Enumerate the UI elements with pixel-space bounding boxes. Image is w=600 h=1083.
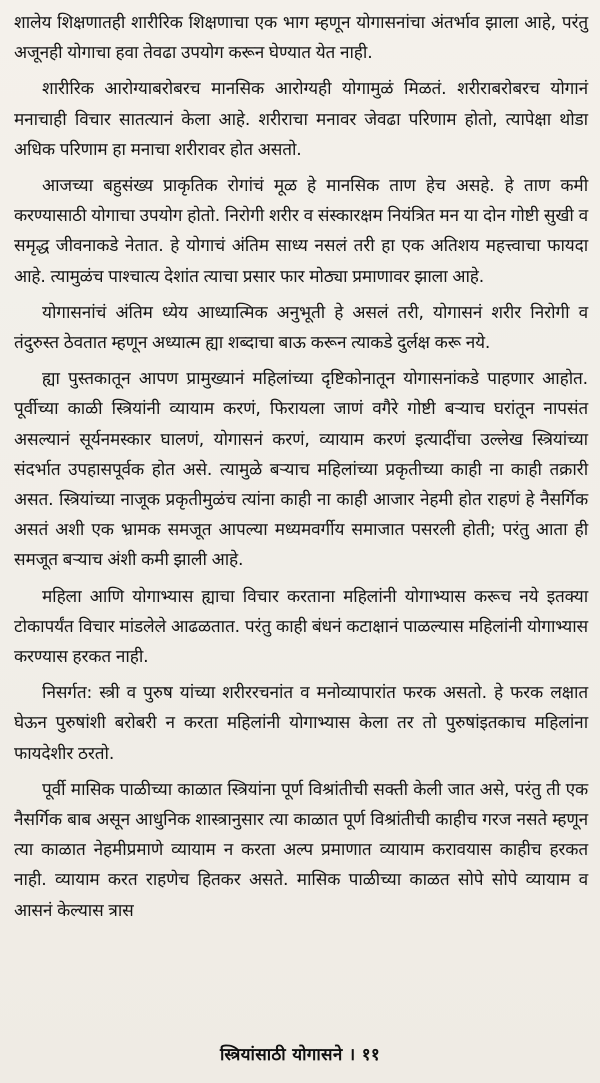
paragraph-8: पूर्वी मासिक पाळीच्या काळात स्त्रियांना पूर्ण विश्रांतीची सक्ती केली जात असे, परंतु ती एक नैसर्गिक बाब असून आधुनिक शास्त्रानुसार त्या काळात पूर्ण विश्रांतीची काहीच गरज नसते म्हणून त्या काळात नेहमीप्रमाणे व्यायाम न करता अल्प प्रमाणात व्यायाम करावयास काहीच हरकत नाही. व्यायाम करत राहणेच हितकर असते. मासिक पाळीच्या काळत सोपे सोपे व्यायाम व आसनं केल्यास त्रास bbox=[14, 779, 588, 921]
paragraph-2: शारीरिक आरोग्याबरोबरच मानसिक आरोग्यही योगामुळं मिळतं. शरीराबरोबरच योगानं मनाचाही विचार सातत्यानं केला आहे. शरीराचा मनावर जेवढा परिणाम होतो, त्यापेक्षा थोडा अधिक परिणाम हा मनाचा शरीरावर होत असतो. bbox=[14, 79, 588, 160]
page-footer: स्त्रियांसाठी योगासने । ११ bbox=[219, 1045, 381, 1065]
paragraph-7: निसर्गत: स्त्री व पुरुष यांच्या शरीररचनांत व मनोव्यापारांत फरक असतो. हे फरक लक्षात घेऊन पुरुषांशी बरोबरी न करता महिलांनी योगाभ्यास केला तर तो पुरुषांइतकाच महिलांना फायदेशीर ठरतो. bbox=[14, 683, 588, 764]
paragraph-3: आजच्या बहुसंख्य प्राकृतिक रोगांचं मूळ हे मानसिक ताण हेच असहे. हे ताण कमी करण्यासाठी योगाचा उपयोग होतो. निरोगी शरीर व संस्कारक्षम नियंत्रित मन या दोन गोष्टी सुखी व समृद्ध जीवनाकडे नेतात. हे योगाचं अंतिम साध्य नसलं तरी हा एक अतिशय महत्त्वाचा फायदा आहे. त्यामुळंच पाश्चात्य देशांत त्याचा प्रसार फार मोठ्या प्रमाणावर झाला आहे. bbox=[14, 176, 588, 287]
paragraph-1: शालेय शिक्षणातही शारीरिक शिक्षणाचा एक भाग म्हणून योगासनांचा अंतर्भाव झाला आहे, परंतु अजूनही योगाचा हवा तेवढा उपयोग करून घेण्यात येत नाही. bbox=[14, 13, 588, 64]
paragraph-6: महिला आणि योगाभ्यास ह्याचा विचार करताना महिलांनी योगाभ्यास करूच नये इतक्या टोकापर्यंत विचार मांडलेले आढळतात. परंतु काही बंधनं कटाक्षानं पाळल्यास महिलांनी योगाभ्यास करण्यास हरकत नाही. bbox=[14, 586, 588, 668]
page-body-text bbox=[14, 8, 588, 926]
paragraph-4: योगासनांचं अंतिम ध्येय आध्यात्मिक अनुभूती हे असलं तरी, योगासनं शरीर निरोगी व तंदुरुस्त ठेवतात म्हणून अध्यात्म ह्या शब्दाचा बाऊ करून त्याकडे दुर्लक्ष करू नये. bbox=[14, 302, 588, 354]
paragraph-5: ह्या पुस्तकातून आपण प्रामुख्यानं महिलांच्या दृष्टिकोनातून योगासनांकडे पाहणार आहोत. पूर्वीच्या काळी स्त्रियांनी व्यायाम करणं, फिरायला जाणं वगैरे गोष्टी बऱ्याच घरांतून नापसंत असल्यानं सूर्यनमस्कार घालणं, योगासनं करणं, व्यायाम करणं इत्यादींचा उल्लेख स्त्रियांच्या संदर्भात उपहासपूर्वक होत असे. त्यामुळे बऱ्याच महिलांच्या प्रकृतीच्या काही ना काही तक्रारी असत. स्त्रियांच्या नाजूक प्रकृतीमुळंच त्यांना काही ना काही आजार नेहमी होत राहणं हे नैसर्गिक असतं अशी एक भ्रामक समजूत आपल्या मध्यमवर्गीय समाजात पसरली होती; परंतु आता ही समजूत बऱ्याच अंशी कमी झाली आहे. bbox=[14, 369, 588, 571]
